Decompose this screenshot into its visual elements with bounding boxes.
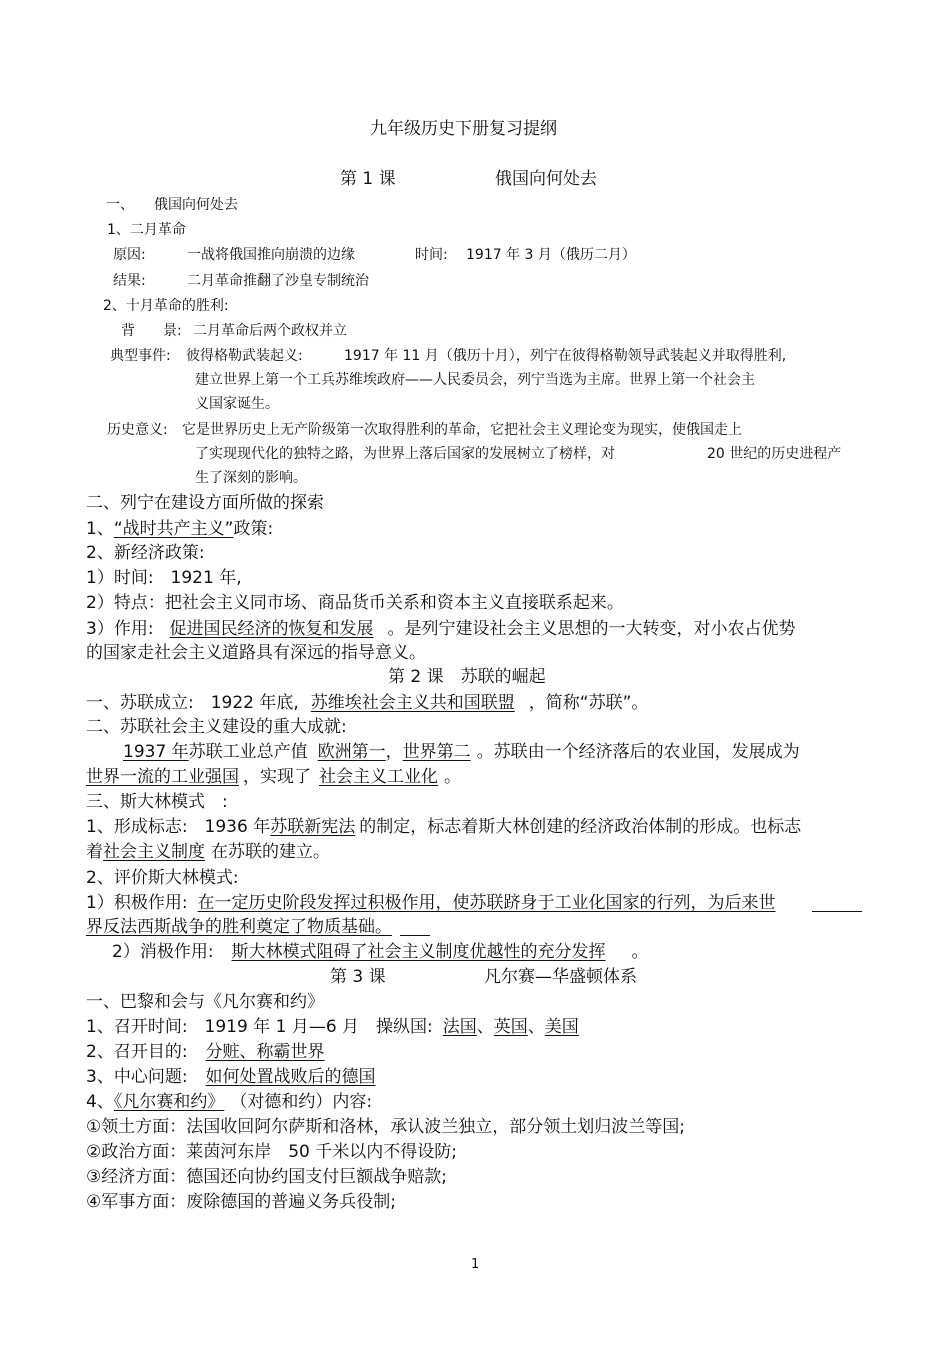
issue-term: 如何处置战败后的德国	[205, 1067, 376, 1087]
new-constitution-term: 苏联新宪法	[270, 817, 356, 837]
time-label: 时间:	[415, 247, 448, 263]
cause-text: 一战将俄国推向崩溃的边缘	[187, 247, 355, 263]
achievement-text: 。苏联由一个经济落后的农业国，发展成为	[476, 742, 800, 762]
formation-text: 着	[86, 842, 103, 862]
separator: 、	[476, 1017, 494, 1037]
achievement-europe: 欧洲第一	[317, 742, 386, 762]
significance-line: 它是世界历史上无产阶级第一次取得胜利的革命，它把社会主义理论变为现实，使俄国走上	[182, 422, 742, 438]
country-britain: 英国	[493, 1017, 528, 1037]
period: 。	[631, 942, 649, 962]
lesson3-name: 凡尔赛—华盛顿体系	[484, 967, 637, 987]
ussr-full-name: 苏维埃社会主义共和国联盟	[310, 693, 515, 713]
section-title: 二、苏联社会主义建设的重大成就:	[86, 717, 347, 737]
significance-line: 生了深刻的影响。	[195, 470, 307, 486]
lesson1-name: 俄国向何处去	[495, 169, 597, 189]
result-label: 结果:	[113, 273, 146, 289]
negative-label: 2）消极作用:	[112, 942, 214, 962]
socialist-system-term: 社会主义制度	[103, 842, 205, 862]
positive-effect-line	[86, 894, 776, 914]
item-number: 4、	[86, 1092, 114, 1112]
positive-label: 1）积极作用:	[86, 893, 188, 913]
war-communism-line	[86, 520, 273, 540]
achievement-line	[123, 743, 800, 763]
nep-effect-term: 促进国民经济的恢复和发展	[169, 619, 374, 639]
item-suffix: 政策:	[233, 519, 274, 539]
item-number: 1、	[86, 519, 114, 539]
cause-label: 原因:	[113, 247, 146, 263]
lesson2-title: 第 2 课 苏联的崛起	[388, 667, 546, 687]
nep-effect-line2: 的国家走社会主义道路具有深远的指导意义。	[86, 643, 426, 663]
section-title: 一、巴黎和会与《凡尔赛和约》	[86, 992, 324, 1012]
event-line: 1917 年 11 月（俄历十月），列宁在彼得格勒领导武装起义并取得胜利,	[344, 348, 787, 364]
purpose-line	[86, 1043, 325, 1063]
negative-effect-line	[112, 943, 649, 963]
section-title: 三、斯大林模式 :	[86, 792, 228, 812]
nep-effect-label: 3）作用:	[86, 619, 154, 639]
event-line: 义国家诞生。	[195, 396, 279, 412]
subsection-heading: 1、二月革命	[107, 222, 186, 238]
formation-prefix: 1、形成标志: 1936 年	[86, 817, 271, 837]
achievement-power: 世界一流的工业强国	[86, 767, 239, 787]
achievement-text: 苏联工业总产值	[188, 742, 308, 762]
significance-line: 了实现现代化的独特之路，为世界上落后国家的发展树立了榜样，对	[195, 446, 615, 462]
issue-label: 3、中心问题:	[86, 1067, 188, 1087]
evaluation-heading: 2、评价斯大林模式:	[86, 868, 239, 888]
purpose-term: 分赃、称霸世界	[205, 1042, 325, 1062]
positive-text: 界反法西斯战争的胜利奠定了物质基础。	[86, 917, 392, 937]
nep-effect-rest: 。是列宁建设社会主义思想的一大转变，对小农占优势	[387, 619, 796, 639]
section-number: 一、	[106, 197, 134, 213]
treaty-item: ②政治方面：莱茵河东岸 50 千米以内不得设防;	[86, 1142, 458, 1162]
document-title: 九年级历史下册复习提纲	[370, 119, 557, 139]
treaty-suffix: （对德和约）内容:	[230, 1092, 373, 1112]
country-france: 法国	[442, 1017, 477, 1037]
conference-time: 1、召开时间: 1919 年 1 月—6 月 操纵国:	[86, 1017, 433, 1037]
achievement-line2	[86, 768, 461, 788]
treaty-item: ①领土方面：法国收回阿尔萨斯和洛林，承认波兰独立，部分领土划归波兰等国;	[86, 1117, 685, 1137]
background-text: 二月革命后两个政权并立	[193, 323, 347, 339]
section-title: 二、列宁在建设方面所做的探索	[86, 493, 324, 513]
formation-text: 在苏联的建立。	[211, 842, 330, 862]
underline-extension	[400, 935, 430, 936]
nep-heading: 2、新经济政策:	[86, 543, 205, 563]
result-text: 二月革命推翻了沙皇专制统治	[187, 273, 369, 289]
nep-time: 1）时间: 1921 年,	[86, 568, 242, 588]
treaty-item: ④军事方面：废除德国的普遍义务兵役制;	[86, 1192, 396, 1212]
ussr-founding-prefix: 一、苏联成立: 1922 年底,	[86, 693, 299, 713]
achievement-world: 世界第二	[402, 742, 471, 762]
time-text: 1917 年 3 月（俄历二月）	[466, 247, 636, 263]
nep-feature: 2）特点：把社会主义同市场、商品货币关系和资本主义直接联系起来。	[86, 593, 624, 613]
achievement-industrialization: 社会主义工业化	[319, 767, 438, 787]
nep-effect-line	[86, 620, 796, 640]
comma: ，	[385, 742, 403, 762]
positive-text: 在一定历史阶段发挥过积极作用，使苏联跻身于工业化国家的行列，为后来世	[197, 893, 776, 913]
negative-text: 斯大林模式阻碍了社会主义制度优越性的充分发挥	[231, 942, 606, 962]
formation-line2	[86, 843, 330, 863]
ussr-founding-line	[86, 694, 648, 714]
subsection-heading: 2、十月革命的胜利:	[103, 298, 229, 314]
lesson1-number: 第 1 课	[340, 169, 396, 189]
separator: 、	[527, 1017, 545, 1037]
central-issue-line	[86, 1068, 376, 1088]
treaty-name: 《凡尔赛和约》	[113, 1092, 225, 1112]
underline-extension	[812, 911, 862, 912]
section-title: 俄国向何处去	[154, 197, 238, 213]
event-label: 典型事件:	[110, 348, 171, 364]
country-usa: 美国	[544, 1017, 579, 1037]
conference-time-line	[86, 1018, 579, 1038]
page-number: 1	[471, 1257, 480, 1272]
purpose-label: 2、召开目的:	[86, 1042, 188, 1062]
period: 。	[444, 767, 461, 787]
event-line: 建立世界上第一个工兵苏维埃政府——人民委员会，列宁当选为主席。世界上第一个社会主	[195, 372, 755, 388]
significance-label: 历史意义:	[107, 422, 168, 438]
lesson3-number: 第 3 课	[330, 967, 386, 987]
positive-effect-line2	[86, 918, 392, 938]
background-label: 背 景:	[121, 323, 182, 339]
event-name: 彼得格勒武装起义:	[186, 348, 303, 364]
treaty-item: ③经济方面：德国还向协约国支付巨额战争赔款;	[86, 1167, 447, 1187]
significance-line: 20 世纪的历史进程产	[707, 446, 842, 462]
war-communism-term: “战时共产主义”	[113, 519, 234, 539]
ussr-founding-suffix: ，简称“苏联”。	[528, 693, 649, 713]
treaty-heading	[86, 1093, 372, 1113]
formation-rest: 的制定，标志着斯大林创建的经济政治体制的形成。也标志	[359, 817, 802, 837]
formation-line	[86, 818, 801, 838]
achievement-text: ，实现了	[243, 767, 311, 787]
achievement-year: 1937 年	[123, 742, 189, 762]
